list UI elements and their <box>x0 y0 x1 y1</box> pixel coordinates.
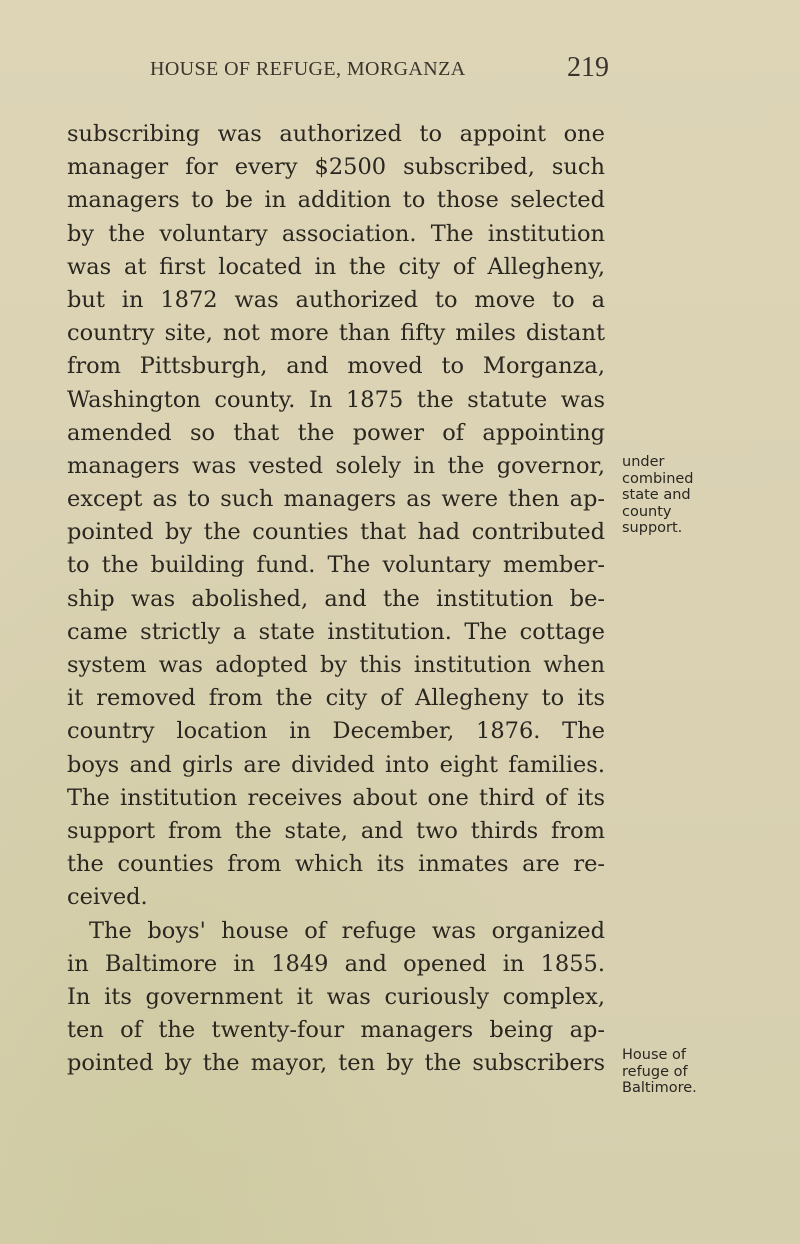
text-line: ten of the twenty-four managers being ap- <box>67 1017 605 1044</box>
text-line: in Baltimore in 1849 and opened in 1855. <box>67 950 605 977</box>
text-line: system was adopted by this institution when <box>67 652 605 678</box>
margin-note-line: combined <box>622 470 694 487</box>
body-text <box>67 118 605 1080</box>
text-line: amended so that the power of appointing <box>67 419 605 446</box>
text-line: managers to be in addition to those selected <box>67 187 605 214</box>
text-line: except as to such managers as were then ap- <box>67 486 605 513</box>
margin-note-line: under <box>622 454 665 470</box>
margin-note-line: House of <box>622 1047 687 1063</box>
text-line: managers was vested solely in the governor, <box>67 452 605 479</box>
text-line: support from the state, and two thirds from <box>67 817 605 844</box>
text-line: ship was abolished, and the institution be- <box>67 585 605 612</box>
text-line: by the voluntary association. The institution <box>67 220 605 247</box>
margin-note-house-of-refuge-baltimore <box>622 1047 732 1097</box>
margin-note-line: Baltimore. <box>622 1080 697 1096</box>
margin-note-line: refuge of <box>622 1063 688 1080</box>
text-line: boys and girls are divided into eight families. <box>67 751 605 778</box>
text-line: the counties from which its inmates are re- <box>67 851 605 878</box>
margin-note-line: state and <box>622 487 691 503</box>
text-line: Washington county. In 1875 the statute was <box>67 386 605 413</box>
text-line: manager for every $2500 subscribed, such <box>67 154 605 181</box>
text-line: The boys' house of refuge was organized <box>89 917 605 944</box>
text-line: was at first located in the city of Allegheny, <box>67 253 605 280</box>
page-number: 219 <box>567 52 609 83</box>
text-line: but in 1872 was authorized to move to a <box>67 286 605 313</box>
text-line: pointed by the counties that had contributed <box>67 519 605 546</box>
text-line: to the building fund. The voluntary member- <box>67 552 605 579</box>
text-line: pointed by the mayor, ten by the subscribers <box>67 1050 605 1077</box>
margin-note-line: support. <box>622 520 683 536</box>
text-line: country site, not more than fifty miles distant <box>67 320 605 347</box>
text-line: it removed from the city of Allegheny to its <box>67 685 605 712</box>
text-line: came strictly a state institution. The cottage <box>67 618 605 645</box>
running-head: HOUSE OF REFUGE, MORGANZA <box>150 58 466 80</box>
text-line: ceived. <box>67 884 148 911</box>
text-line: The institution receives about one third of its <box>67 784 605 811</box>
text-line: country location in December, 1876. The <box>67 718 605 745</box>
text-line: In its government it was curiously complex, <box>67 983 605 1010</box>
text-line: subscribing was authorized to appoint one <box>67 121 605 147</box>
text-line: from Pittsburgh, and moved to Morganza, <box>67 353 605 380</box>
margin-note-line: county <box>622 503 672 520</box>
margin-note-state-county-support <box>622 454 732 537</box>
